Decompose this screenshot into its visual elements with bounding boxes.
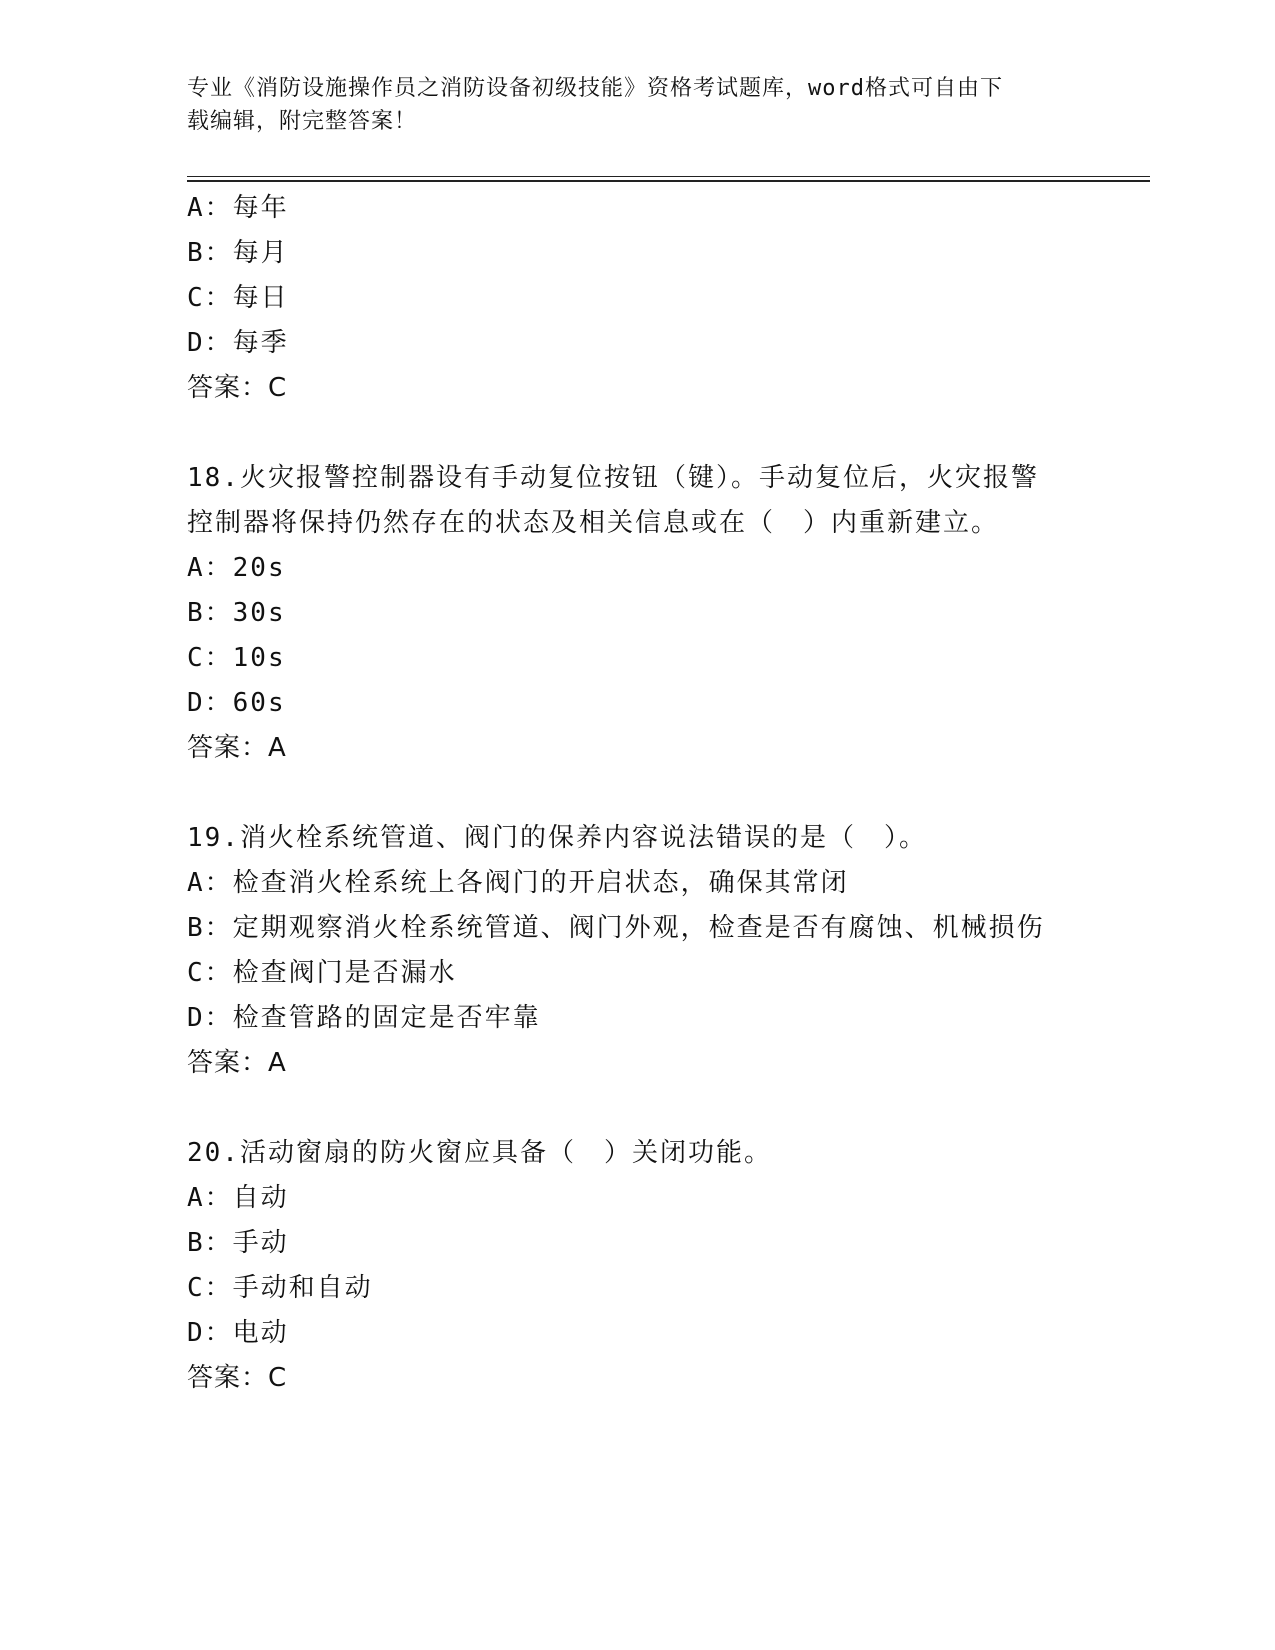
question-stem: 18.火灾报警控制器设有手动复位按钮（键）。手动复位后，火灾报警 [187, 463, 1039, 493]
header-line-2: 载编辑，附完整答案！ [187, 109, 418, 134]
question-stem: 19.消火栓系统管道、阀门的保养内容说法错误的是（ ）。 [187, 823, 927, 853]
answer: 答案：A [187, 733, 287, 763]
question-20 [187, 1131, 1087, 1401]
question-19 [187, 816, 1087, 1086]
option-b: B：定期观察消火栓系统管道、阀门外观，检查是否有腐蚀、机械损伤 [187, 913, 1045, 943]
answer: 答案：C [187, 373, 288, 403]
header-line-1: 专业《消防设施操作员之消防设备初级技能》资格考试题库，word格式可自由下 [187, 76, 1003, 101]
option-d: D：检查管路的固定是否牢靠 [187, 1003, 541, 1033]
question-17-continued [187, 186, 1087, 411]
option-c: C：手动和自动 [187, 1273, 373, 1303]
option-b: B：每月 [187, 238, 289, 268]
option-b: B：手动 [187, 1228, 289, 1258]
option-c: C：每日 [187, 283, 289, 313]
option-a: A：20s [187, 553, 286, 583]
answer: 答案：C [187, 1363, 288, 1393]
document-header [187, 72, 1067, 138]
question-18 [187, 456, 1087, 771]
option-a: A：自动 [187, 1183, 289, 1213]
question-stem: 20.活动窗扇的防火窗应具备（ ）关闭功能。 [187, 1138, 772, 1168]
option-c: C：检查阀门是否漏水 [187, 958, 457, 988]
option-d: D：每季 [187, 328, 289, 358]
header-rule-thin [187, 176, 1150, 177]
option-b: B：30s [187, 598, 286, 628]
question-stem: 控制器将保持仍然存在的状态及相关信息或在（ ）内重新建立。 [187, 508, 1000, 538]
header-rule-thick [187, 180, 1150, 182]
option-a: A：每年 [187, 193, 289, 223]
answer: 答案：A [187, 1048, 287, 1078]
option-c: C：10s [187, 643, 286, 673]
question-list [187, 186, 1087, 1401]
option-a: A：检查消火栓系统上各阀门的开启状态，确保其常闭 [187, 868, 849, 898]
option-d: D：60s [187, 688, 286, 718]
option-d: D：电动 [187, 1318, 289, 1348]
